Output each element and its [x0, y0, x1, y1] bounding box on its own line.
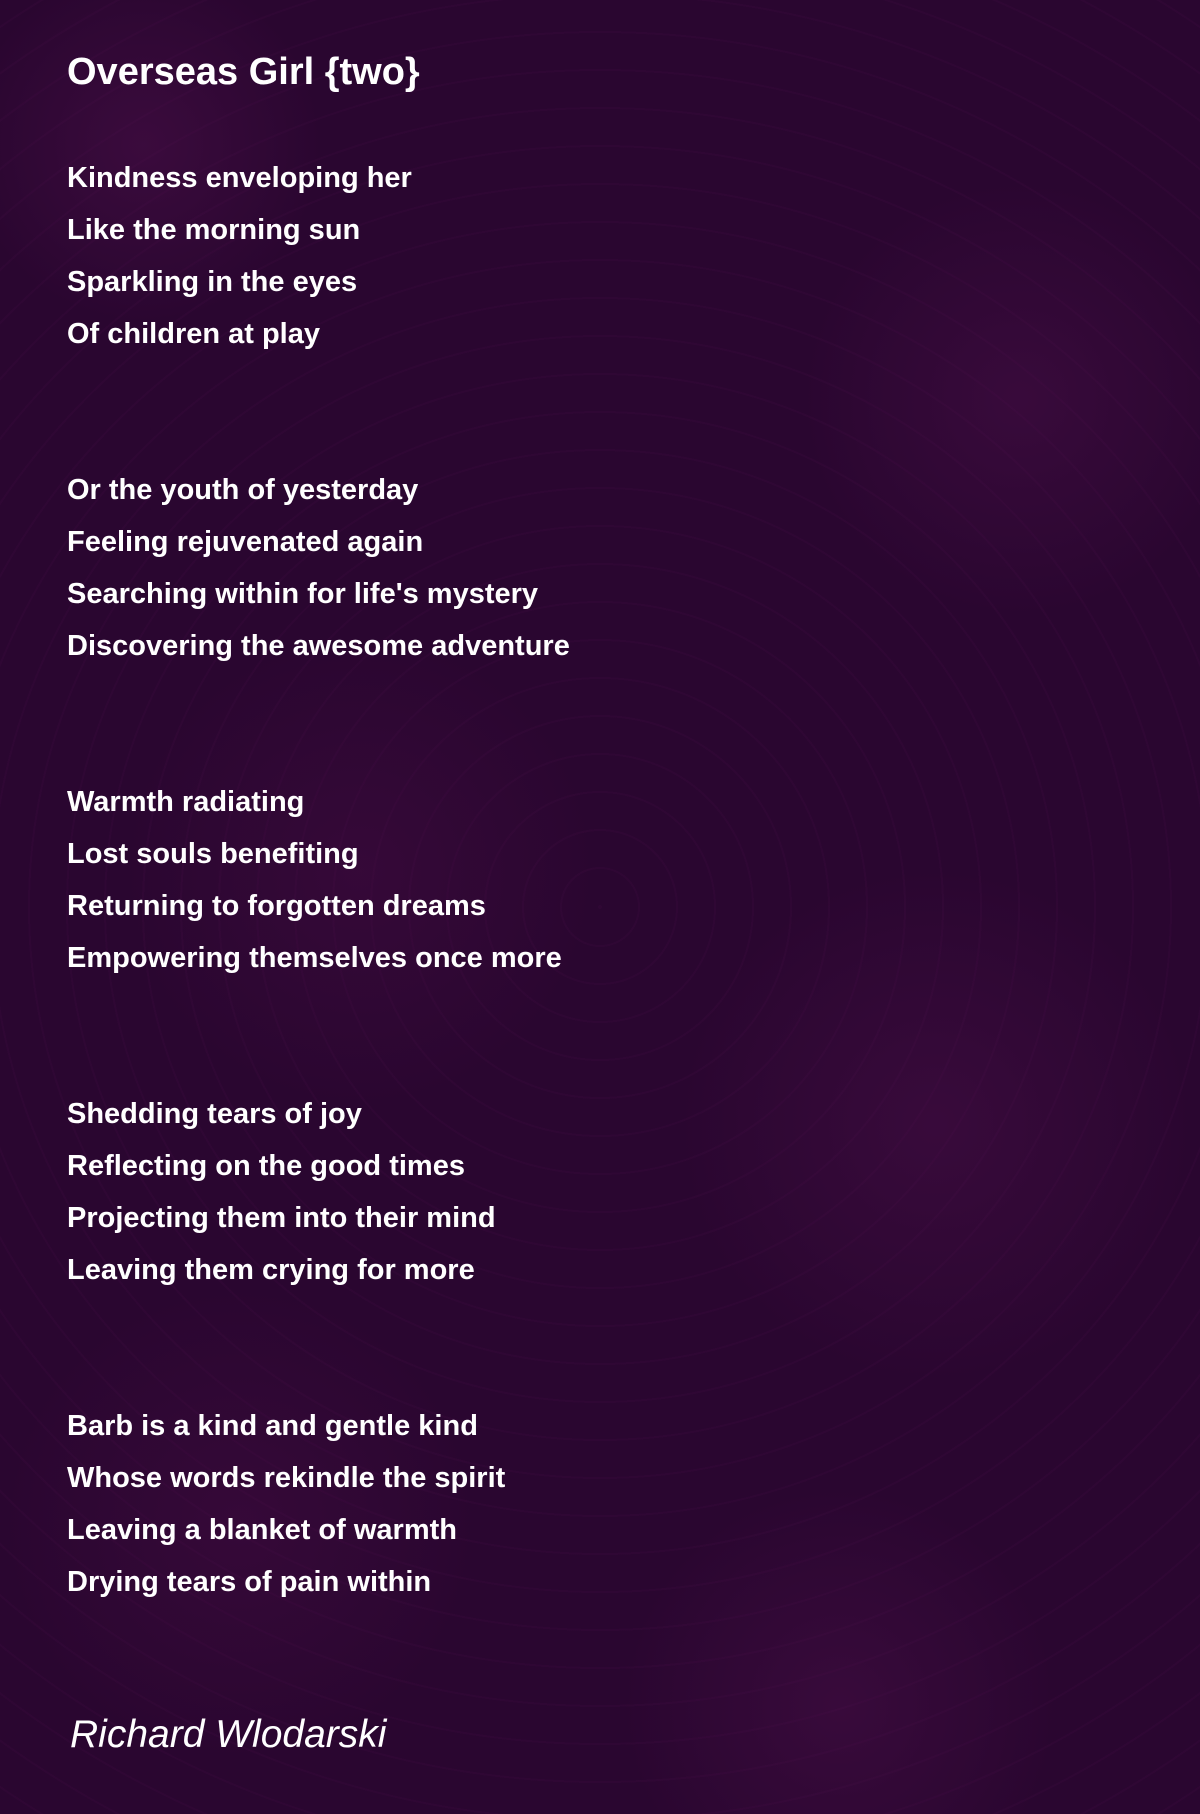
stanza-2: [67, 464, 1147, 672]
poem-line: Shedding tears of joy: [67, 1098, 362, 1130]
stanza-3: [67, 776, 1147, 984]
stanza-5: [67, 1400, 1147, 1608]
poem-line: Kindness enveloping her: [67, 162, 412, 194]
poem-line: Sparkling in the eyes: [67, 266, 358, 298]
poem-title: Overseas Girl {two}: [67, 51, 420, 93]
poem-line: Barb is a kind and gentle kind: [67, 1410, 478, 1442]
poem-line: Like the morning sun: [67, 214, 361, 246]
poem-author: Richard Wlodarski: [70, 1713, 387, 1756]
poem-line: Warmth radiating: [67, 786, 305, 818]
poem-line: Leaving them crying for more: [67, 1254, 475, 1286]
poem-body: [67, 152, 1147, 1608]
poem-line: Of children at play: [67, 318, 320, 350]
stanza-4: [67, 1088, 1147, 1296]
poem-line: Or the youth of yesterday: [67, 474, 419, 506]
poem-line: Projecting them into their mind: [67, 1202, 496, 1234]
poem-line: Feeling rejuvenated again: [67, 526, 424, 558]
poem-line: Drying tears of pain within: [67, 1566, 432, 1598]
poem-line: Whose words rekindle the spirit: [67, 1462, 506, 1494]
poem-line: Searching within for life's mystery: [67, 578, 539, 610]
poem-line: Returning to forgotten dreams: [67, 890, 486, 922]
poem-line: Discovering the awesome adventure: [67, 630, 570, 662]
stanza-1: [67, 152, 1147, 360]
poem-line: Leaving a blanket of warmth: [67, 1514, 457, 1546]
poem-line: Empowering themselves once more: [67, 942, 562, 974]
poem-line: Reflecting on the good times: [67, 1150, 465, 1182]
poem-line: Lost souls benefiting: [67, 838, 359, 870]
